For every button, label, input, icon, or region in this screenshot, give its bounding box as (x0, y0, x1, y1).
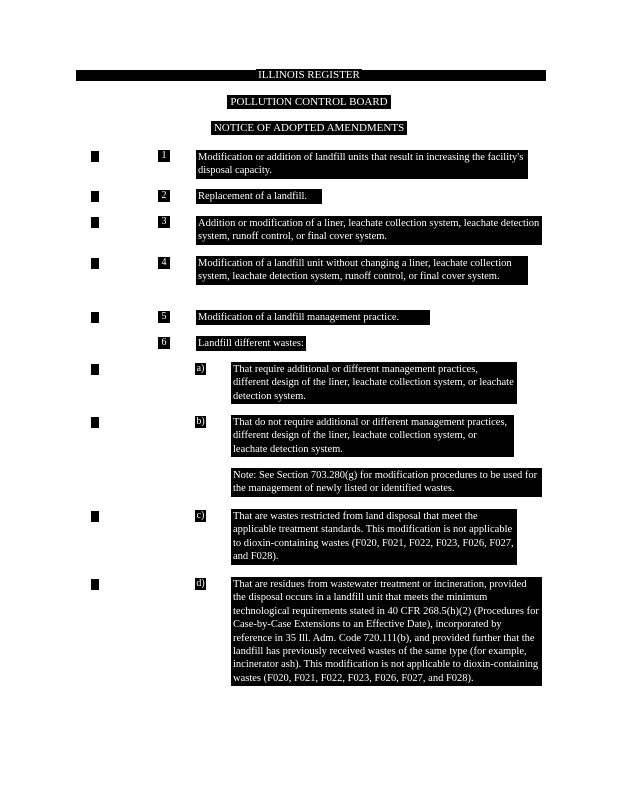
subitem-letter: a) (196, 363, 205, 374)
section-note: Note: See Section 703.280(g) for modification procedures to be used for the management of newly listed or identified wastes. (231, 468, 542, 497)
margin-mark (91, 312, 99, 323)
item-text: Landfill different wastes: (196, 336, 306, 351)
item-number: 1 (158, 150, 170, 162)
subitem-letter: c) (196, 510, 205, 521)
subitem-text: That do not require additional or different management practices, different design of the liner, leachate collection system, or leachate detection system. (231, 415, 514, 457)
margin-mark (91, 151, 99, 162)
subitem-text: That are wastes restricted from land disposal that meet the applicable treatment standards. This modification is not applicable to dioxin-containing wastes (F020, F021, F022, F023, F026, F027, and F028). (231, 509, 517, 565)
register-title: ILLINOIS REGISTER (258, 69, 360, 81)
margin-mark (91, 191, 99, 202)
subitem-letter: b) (196, 416, 205, 427)
item-number: 3 (158, 216, 170, 228)
item-text: Replacement of a landfill. (196, 189, 322, 204)
margin-mark (91, 579, 99, 590)
margin-mark (91, 417, 99, 428)
notice-title: NOTICE OF ADOPTED AMENDMENTS (213, 122, 405, 134)
item-text: Modification of a landfill management practice. (196, 310, 430, 325)
margin-mark (91, 511, 99, 522)
margin-mark (91, 258, 99, 269)
item-text: Modification or addition of landfill units that result in increasing the facility's disposal capacity. (196, 150, 528, 179)
subitem-letter: d) (196, 578, 205, 589)
item-text: Addition or modification of a liner, leachate collection system, leachate detection system, runoff control, or final cover system. (196, 216, 542, 245)
subitem-text: That require additional or different management practices, different design of the liner, leachate collection system, or leachate detection system. (231, 362, 517, 404)
margin-mark (91, 217, 99, 228)
item-text: Modification of a landfill unit without changing a liner, leachate collection system, leachate detection system, runoff control, or final cover system. (196, 256, 528, 285)
subitem-text: That are residues from wastewater treatment or incineration, provided the disposal occurs in a landfill unit that meets the minimum technological requirements stated in 40 CFR 268.5(h)(2) (Procedures for Case-by-Case Extensions to an Effective Date), incorporated by reference in 35 Ill. Adm. Code 720.111(b), and provided further that the landfill has previously received wastes of the same type (for example, incinerator ash). This modification is not applicable to dioxin-containing wastes (F020, F021, F022, F023, F026, F027, and F028). (231, 577, 542, 686)
item-number: 5 (158, 311, 170, 323)
margin-mark (91, 364, 99, 375)
item-number: 2 (158, 190, 170, 202)
board-title: POLLUTION CONTROL BOARD (230, 96, 388, 108)
item-number: 4 (158, 257, 170, 269)
item-number: 6 (158, 337, 170, 349)
